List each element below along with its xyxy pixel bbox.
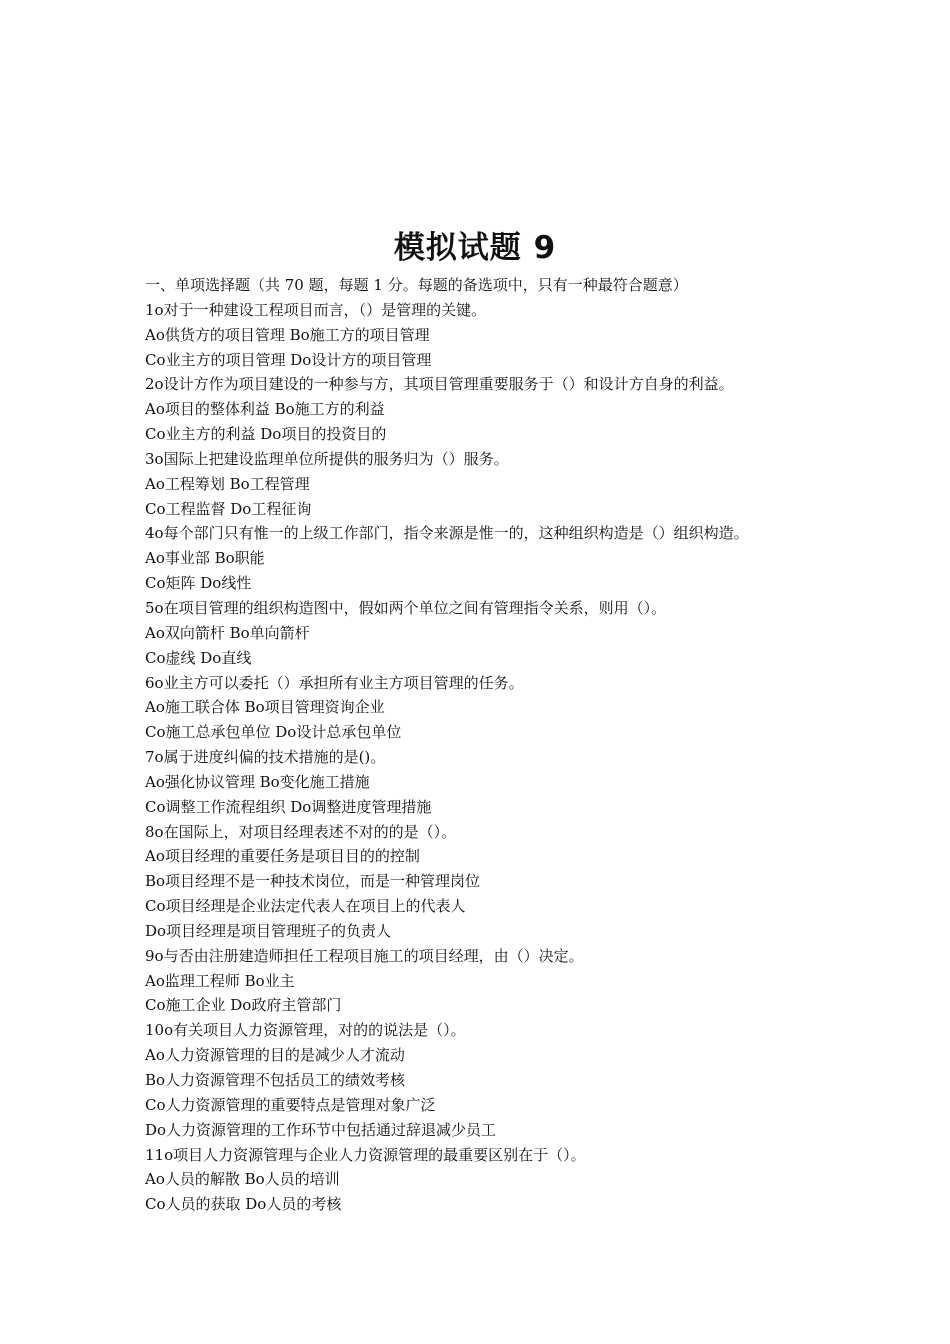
- question-line: Co虚线 Do直线: [145, 648, 252, 667]
- question-line: Co人员的获取 Do人员的考核: [145, 1195, 342, 1214]
- question-line: 11o项目人力资源管理与企业人力资源管理的最重要区别在于（）。: [145, 1145, 586, 1164]
- question-list: [145, 273, 945, 1217]
- question-line: Ao人力资源管理的目的是减少人才流动: [145, 1046, 405, 1065]
- question-line: Ao项目的整体利益 Bo施工方的利益: [145, 400, 385, 419]
- question-line: 10o有关项目人力资源管理，对的的说法是（）。: [145, 1021, 466, 1040]
- question-line: Ao双向箭杆 Bo单向箭杆: [145, 623, 310, 642]
- question-line: 2o设计方作为项目建设的一种参与方，其项目管理重要服务于（）和设计方自身的利益。: [145, 375, 734, 394]
- question-line: Ao施工联合体 Bo项目管理资询企业: [145, 698, 385, 717]
- question-line: 6o业主方可以委托（）承担所有业主方项目管理的任务。: [145, 673, 524, 692]
- section-heading: 一、单项选择题（共 70 题，每题 1 分。每题的备选项中，只有一种最符合题意）: [145, 276, 688, 294]
- question-line: Co项目经理是企业法定代表人在项目上的代表人: [145, 897, 466, 916]
- question-line: 8o在国际上，对项目经理表述不对的的是（）。: [145, 822, 457, 841]
- question-line: Ao监理工程师 Bo业主: [145, 971, 295, 990]
- question-line: Bo人力资源管理不包括员工的绩效考核: [145, 1071, 406, 1089]
- question-line: Co工程监督 Do工程征询: [145, 499, 312, 518]
- question-line: Co业主方的利益 Do项目的投资目的: [145, 425, 387, 444]
- question-line: Co施工企业 Do政府主管部门: [145, 996, 342, 1015]
- question-line: Co业主方的项目管理 Do设计方的项目管理: [145, 350, 432, 369]
- question-line: Co施工总承包单位 Do设计总承包单位: [145, 723, 402, 742]
- question-line: 9o与否由注册建造师担任工程项目施工的项目经理，由（）决定。: [145, 946, 584, 965]
- document-title: 模拟试题 9: [393, 230, 557, 266]
- question-line: Co人力资源管理的重要特点是管理对象广泛: [145, 1095, 436, 1114]
- question-line: Ao强化协议管理 Bo变化施工措施: [145, 772, 370, 791]
- question-line: Do人力资源管理的工作环节中包括通过辞退减少员工: [145, 1120, 497, 1139]
- question-line: Bo项目经理不是一种技术岗位，而是一种管理岗位: [145, 872, 481, 891]
- question-line: 7o属于进度纠偏的技术措施的是()。: [145, 748, 386, 767]
- question-line: Do项目经理是项目管理班子的负责人: [145, 921, 392, 940]
- question-line: 4o每个部门只有惟一的上级工作部门，指令来源是惟一的，这种组织构造是（）组织构造。: [145, 524, 749, 543]
- question-line: Ao人员的解散 Bo人员的培训: [145, 1170, 340, 1189]
- question-line: Ao供货方的项目管理 Bo施工方的项目管理: [145, 325, 430, 344]
- question-line: Co矩阵 Do线性: [145, 574, 252, 593]
- question-line: Ao项目经理的重要任务是项目目的的控制: [145, 847, 420, 866]
- question-line: 1o对于一种建设工程项目而言，（）是管理的关键。: [145, 300, 487, 319]
- question-line: Co调整工作流程组织 Do调整进度管理措施: [145, 797, 432, 816]
- question-line: Ao工程筹划 Bo工程管理: [145, 474, 310, 493]
- question-line: 3o国际上把建设监理单位所提供的服务归为（）服务。: [145, 449, 509, 468]
- question-line: 5o在项目管理的组织构造图中，假如两个单位之间有管理指令关系，则用（）。: [145, 598, 667, 617]
- question-line: Ao事业部 Bo职能: [145, 549, 265, 568]
